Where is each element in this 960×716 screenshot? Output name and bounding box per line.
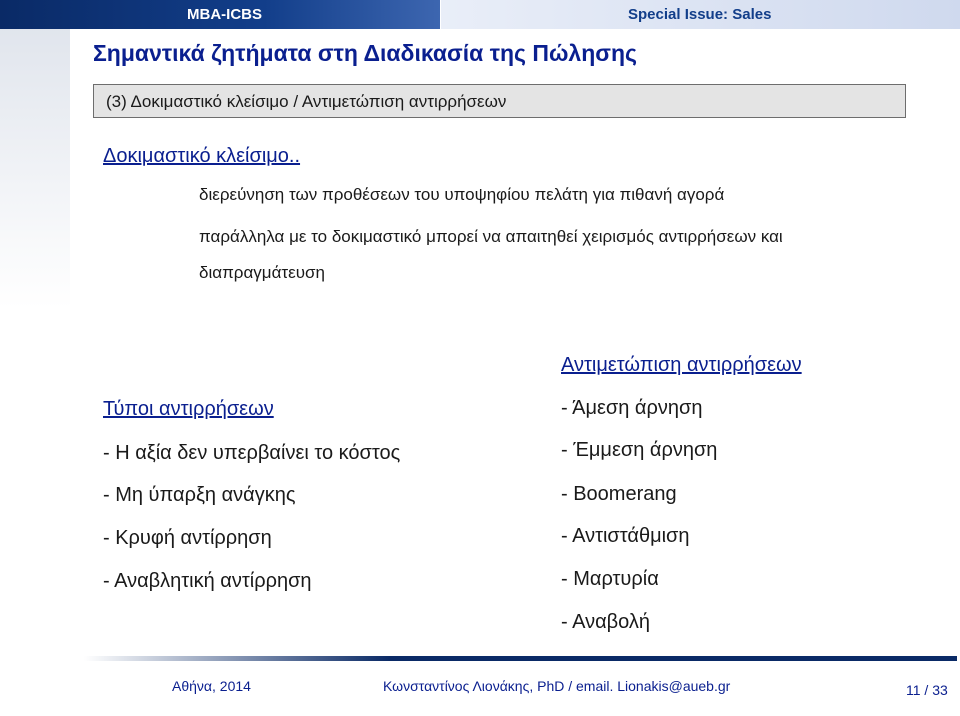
decorative-side-shade bbox=[0, 29, 70, 309]
header-left-bar bbox=[0, 0, 440, 29]
header-left-label: MBA-ICBS bbox=[187, 6, 262, 23]
objection-type-item: - Κρυφή αντίρρηση bbox=[103, 527, 272, 549]
page-number: 11 / 33 bbox=[906, 682, 948, 698]
footer-date: Αθήνα, 2014 bbox=[172, 678, 251, 694]
subtitle-text: (3) Δοκιμαστικό κλείσιμο / Αντιμετώπιση αντιρρήσεων bbox=[106, 92, 507, 111]
header-right-bar bbox=[441, 0, 960, 29]
footer-author: Κωνσταντίνος Λιονάκης, PhD / email. Lionakis@aueb.gr bbox=[383, 678, 731, 694]
objection-types-heading: Τύποι αντιρρήσεων bbox=[103, 398, 274, 420]
intro-line: παράλληλα με το δοκιμαστικό μπορεί να απαιτηθεί χειρισμός αντιρρήσεων και bbox=[199, 227, 783, 246]
handling-item: - Αντιστάθμιση bbox=[561, 525, 690, 547]
handling-item: - Μαρτυρία bbox=[561, 568, 659, 590]
objection-type-item: - Η αξία δεν υπερβαίνει το κόστος bbox=[103, 442, 401, 464]
slide-title: Σημαντικά ζητήματα στη Διαδικασία της Πώλησης bbox=[93, 40, 637, 66]
handling-objections-heading: Αντιμετώπιση αντιρρήσεων bbox=[561, 354, 802, 376]
objection-type-item: - Μη ύπαρξη ανάγκης bbox=[103, 484, 296, 506]
handling-item: - Έμμεση άρνηση bbox=[561, 439, 718, 461]
objection-type-item: - Αναβλητική αντίρρηση bbox=[103, 570, 312, 592]
subtitle-box bbox=[93, 84, 906, 118]
handling-item: - Boomerang bbox=[561, 483, 677, 505]
handling-item: - Άμεση άρνηση bbox=[561, 397, 703, 419]
handling-item: - Αναβολή bbox=[561, 611, 651, 633]
intro-line: διερεύνηση των προθέσεων του υποψηφίου πελάτη για πιθανή αγορά bbox=[199, 185, 725, 204]
header-right-label: Special Issue: Sales bbox=[628, 6, 772, 23]
intro-line: διαπραγμάτευση bbox=[199, 263, 325, 282]
footer-divider bbox=[84, 656, 957, 661]
section-heading: Δοκιμαστικό κλείσιμο.. bbox=[103, 145, 301, 167]
